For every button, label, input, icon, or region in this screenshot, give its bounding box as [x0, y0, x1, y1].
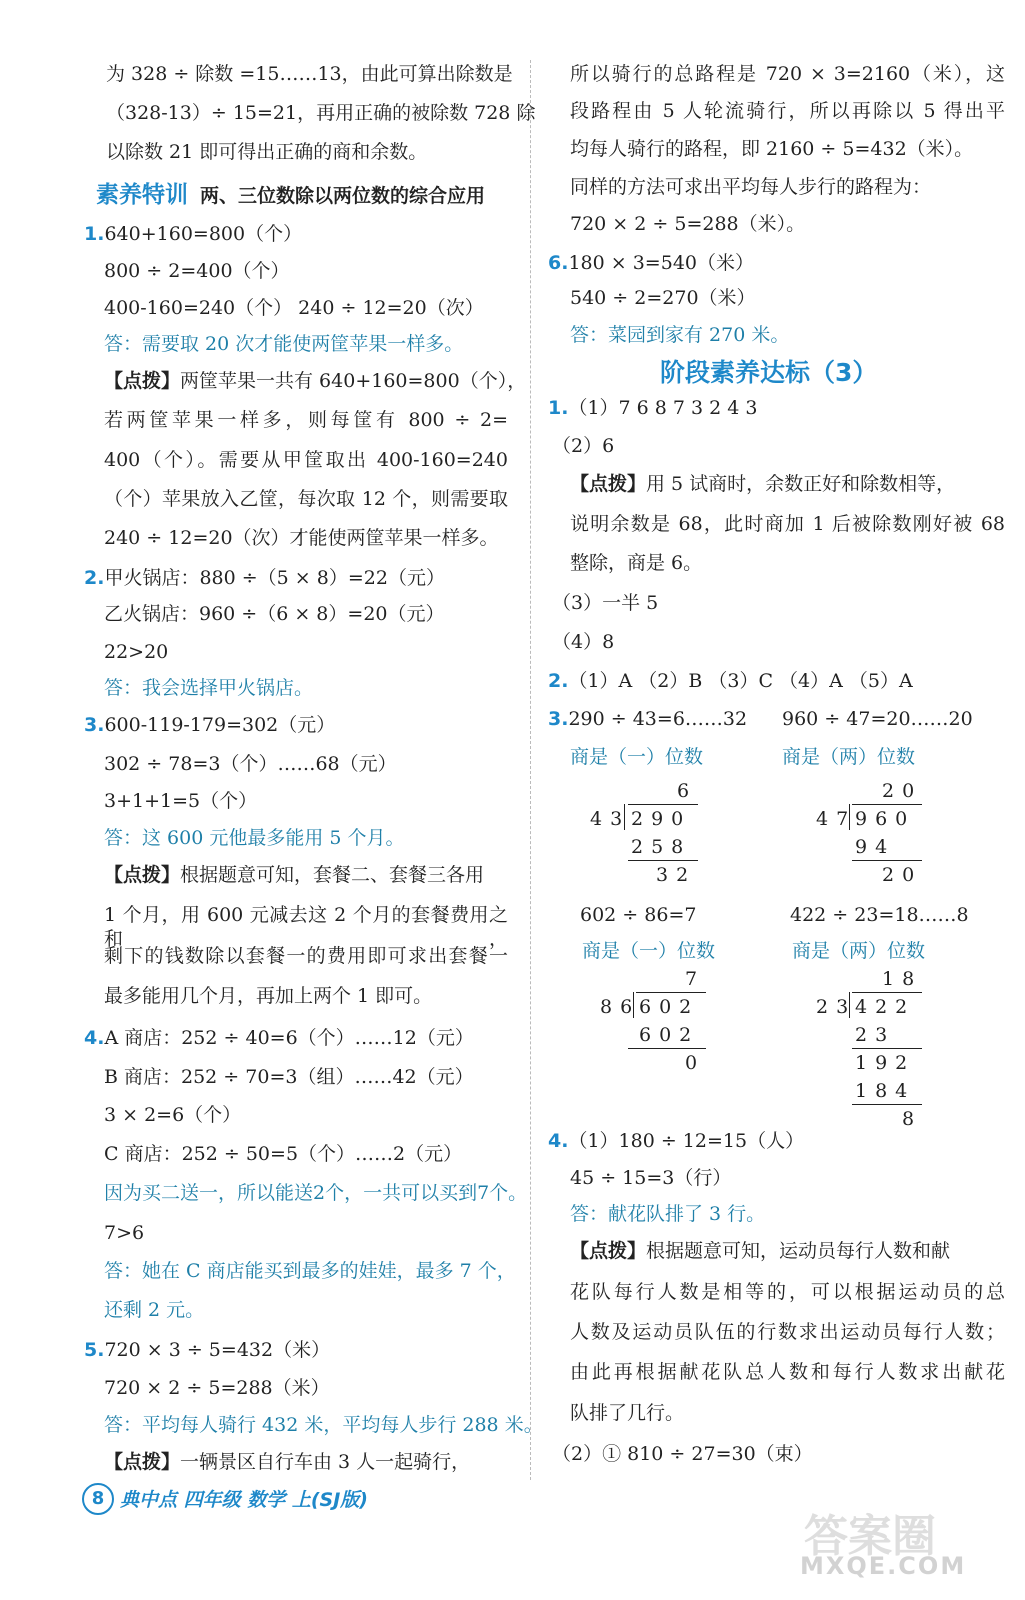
q4-answer: 答：她在 C 商店能买到最多的娃娃，最多 7 个，: [104, 1260, 516, 1282]
s1-tip-line: [570, 472, 955, 496]
column-divider: [530, 60, 531, 1480]
ld-product: 23: [855, 1024, 896, 1046]
q3-tip-line: 剩下的钱数除以套餐一的费用即可求出套餐一: [104, 945, 508, 967]
watermark-logo: [800, 1500, 1005, 1590]
q3-line: 302 ÷ 78=3（个）……68（元）: [104, 753, 397, 775]
q3-number: 3.: [84, 714, 105, 736]
q2-line: [84, 566, 445, 590]
ld-top-bar: [852, 804, 922, 805]
tip-label: 【点拨】: [104, 1451, 181, 1473]
s4-tip-line: 由此再根据献花队总人数和每行人数求出献花: [570, 1361, 1005, 1383]
s3-number: 3.: [548, 708, 569, 730]
tip-text: 一辆景区自行车由 3 人一起骑行，: [180, 1451, 471, 1473]
ld-remainder: 8: [902, 1108, 923, 1130]
cont-line: 所以骑行的总路程是 720 × 3=2160（米），这: [570, 63, 1005, 85]
ld-bracket: [624, 804, 625, 830]
q3-answer: 答：这 600 元他最多能用 5 个月。: [104, 827, 405, 849]
q3-tip-line: 1 个月，用 600 元减去这 2 个月的套餐费用之和，: [104, 904, 508, 950]
cont-line: 同样的方法可求出平均每人步行的路程为：: [570, 176, 932, 198]
book-brand: 典中点 四年级 数学 上(SJ版): [120, 1489, 368, 1511]
ld-product: 184: [855, 1080, 916, 1102]
q5-line: [84, 1338, 330, 1362]
q5-tip-line: [104, 1450, 470, 1474]
s1-p4: （4）8: [552, 631, 615, 653]
s4-line: [548, 1129, 804, 1153]
ld-sub-bar: [852, 1048, 922, 1049]
ld-top-bar: [628, 804, 698, 805]
s3-label: 商是（一）位数: [582, 940, 716, 962]
q5-number: 5.: [84, 1339, 105, 1361]
q6-line-text: 180 × 3=540（米）: [568, 252, 754, 274]
q1-number: 1.: [84, 223, 105, 245]
cont-line: 720 × 2 ÷ 5=288（米）。: [570, 213, 806, 235]
ld-remainder: 32: [656, 864, 697, 886]
s4-tip-line: [570, 1239, 950, 1263]
tip-label: 【点拨】: [104, 370, 181, 392]
s3-label: 商是（一）位数: [570, 746, 704, 768]
ld-top-bar: [852, 992, 922, 993]
q6-line: 540 ÷ 2=270（米）: [570, 287, 756, 309]
q2-number: 2.: [84, 567, 105, 589]
ld-product: 94: [855, 836, 896, 858]
ld-divisor: 23: [816, 996, 857, 1018]
s3-eq: 602 ÷ 86=7: [580, 904, 697, 926]
q2-answer: 答：我会选择甲火锅店。: [104, 677, 314, 699]
s1-tip-line: 整除，商是 6。: [570, 552, 703, 574]
q3-tip-line: 最多能用几个月，再加上两个 1 即可。: [104, 985, 433, 1007]
q1-line: 400-160=240（个） 240 ÷ 12=20（次）: [104, 297, 484, 319]
intro-line: 为 328 ÷ 除数 =15……13，由此可算出除数是: [106, 63, 513, 85]
watermark-url: MXQE.COM: [800, 1552, 967, 1580]
ld-bracket: [633, 992, 634, 1018]
q3-line: [84, 713, 335, 737]
q4-note: 因为买二送一，所以能送2个，一共可以买到7个。: [104, 1182, 528, 1204]
q1-tip-line: [104, 369, 526, 393]
q1-answer: 答：需要取 20 次才能使两筐苹果一样多。: [104, 333, 464, 355]
page-number: 8: [82, 1483, 114, 1515]
s4-line: 45 ÷ 15=3（行）: [570, 1167, 732, 1189]
q2-line: 乙火锅店：960 ÷（6 × 8）=20（元）: [104, 603, 445, 625]
s4-tip-line: 队排了几行。: [570, 1402, 685, 1424]
q1-line-text: 640+160=800（个）: [104, 223, 303, 245]
s1-p1: （1）7 6 8 7 3 2 4 3: [568, 397, 758, 419]
q5-line: 720 × 2 ÷ 5=288（米）: [104, 1377, 330, 1399]
ld-remainder: 20: [882, 864, 923, 886]
ld-dividend: 422: [855, 996, 916, 1018]
q1-tip-line: 240 ÷ 12=20（次）才能使两筐苹果一样多。: [104, 527, 499, 549]
tip-label: 【点拨】: [570, 473, 647, 495]
ld-quotient: 6: [677, 780, 698, 802]
tip-text: 根据题意可知，套餐二、套餐三各用: [180, 864, 485, 886]
q3-tip-line: [104, 863, 484, 887]
q4-number: 4.: [84, 1027, 105, 1049]
ld-dividend: 290: [631, 808, 692, 830]
ld-top-bar: [636, 992, 706, 993]
s3-eq: 960 ÷ 47=20……20: [782, 708, 973, 730]
intro-line: 以除数 21 即可得出正确的商和余数。: [106, 141, 428, 163]
q4-line: B 商店：252 ÷ 70=3（组）……42（元）: [104, 1066, 474, 1088]
s4-answer: 答：献花队排了 3 行。: [570, 1203, 766, 1225]
q4-line: 3 × 2=6（个）: [104, 1104, 242, 1126]
section-subtitle: 两、三位数除以两位数的综合应用: [200, 185, 486, 207]
ld-partial: 192: [855, 1052, 916, 1074]
cont-line: 均每人骑行的路程，即 2160 ÷ 5=432（米）。: [570, 138, 974, 160]
s4-number: 4.: [548, 1130, 569, 1152]
q1-tip-line: （个）苹果放入乙筐，每次取 12 个，则需要取: [104, 488, 508, 510]
ld-bracket: [849, 992, 850, 1018]
ld-sub-bar: [852, 1104, 922, 1105]
q5-line-text: 720 × 3 ÷ 5=432（米）: [104, 1339, 331, 1361]
tip-text: 两筐苹果一共有 640+160=800（个），: [180, 370, 527, 392]
ld-sub-bar: [852, 860, 922, 861]
s3-eq: 290 ÷ 43=6……32: [568, 708, 748, 730]
s4-last: （2）① 810 ÷ 27=30（束）: [552, 1443, 813, 1465]
q4-answer: 还剩 2 元。: [104, 1299, 205, 1321]
ld-quotient: 7: [685, 968, 706, 990]
ld-product: 258: [631, 836, 692, 858]
ld-product: 602: [639, 1024, 700, 1046]
s2-text: （1）A （2）B （3）C （4）A （5）A: [568, 670, 913, 692]
stage-title: 阶段素养达标（3）: [660, 358, 878, 387]
tip-text: 用 5 试商时，余数正好和除数相等，: [646, 473, 956, 495]
q4-line: C 商店：252 ÷ 50=5（个）……2（元）: [104, 1143, 463, 1165]
s2-line: [548, 669, 913, 693]
s4-tip-line: 花队每行人数是相等的，可以根据运动员的总: [570, 1281, 1005, 1303]
q4-line-text: A 商店：252 ÷ 40=6（个）……12（元）: [104, 1027, 474, 1049]
intro-line: （328-13）÷ 15=21，再用正确的被除数 728 除: [106, 102, 536, 124]
s4-tip-line: 人数及运动员队伍的行数求出运动员每行人数；: [570, 1321, 1005, 1343]
tip-text: 根据题意可知，运动员每行人数和献: [646, 1240, 951, 1262]
s4-line-text: （1）180 ÷ 12=15（人）: [568, 1130, 805, 1152]
ld-divisor: 43: [590, 808, 631, 830]
s3-line: [548, 707, 747, 731]
s1-number: 1.: [548, 397, 569, 419]
q2-line-text: 甲火锅店：880 ÷（5 × 8）=22（元）: [104, 567, 445, 589]
s1-tip-line: 说明余数是 68，此时商加 1 后被除数刚好被 68: [570, 513, 1005, 535]
ld-dividend: 960: [855, 808, 916, 830]
q3-line: 3+1+1=5（个）: [104, 790, 258, 812]
q4-compare: 7>6: [104, 1222, 145, 1244]
q2-line: 22>20: [104, 641, 169, 663]
q1-line: 800 ÷ 2=400（个）: [104, 260, 290, 282]
section-title: 素养特训: [96, 182, 188, 208]
s3-eq: 422 ÷ 23=18……8: [790, 904, 969, 926]
s1-p2: （2）6: [552, 435, 615, 457]
cont-line: 段路程由 5 人轮流骑行，所以再除以 5 得出平: [570, 100, 1005, 122]
s2-number: 2.: [548, 670, 569, 692]
ld-remainder: 0: [685, 1052, 706, 1074]
q4-line: [84, 1026, 474, 1050]
tip-label: 【点拨】: [570, 1240, 647, 1262]
tip-label: 【点拨】: [104, 864, 181, 886]
watermark-cn: 答案圈: [804, 1511, 936, 1562]
s1-p3: （3）一半 5: [552, 592, 659, 614]
q1-tip-line: 若两筐苹果一样多，则每筐有 800 ÷ 2=: [104, 409, 508, 431]
ld-quotient: 20: [882, 780, 923, 802]
s3-label: 商是（两）位数: [792, 940, 926, 962]
ld-divisor: 86: [600, 996, 641, 1018]
q5-answer: 答：平均每人骑行 432 米，平均每人步行 288 米。: [104, 1414, 543, 1436]
section-heading: [96, 183, 485, 208]
s3-label: 商是（两）位数: [782, 746, 916, 768]
q6-answer: 答：菜园到家有 270 米。: [570, 324, 790, 346]
ld-sub-bar: [628, 1048, 706, 1049]
ld-divisor: 47: [816, 808, 857, 830]
q6-number: 6.: [548, 252, 569, 274]
ld-bracket: [849, 804, 850, 830]
ld-sub-bar: [628, 860, 698, 861]
ld-dividend: 602: [639, 996, 700, 1018]
q1-line: [84, 222, 302, 246]
s1-line: [548, 396, 758, 420]
q3-line-text: 600-119-179=302（元）: [104, 714, 336, 736]
q6-line: [548, 251, 754, 275]
q1-tip-line: 400（个）。需要从甲筐取出 400-160=240: [104, 449, 508, 471]
ld-quotient: 18: [882, 968, 923, 990]
